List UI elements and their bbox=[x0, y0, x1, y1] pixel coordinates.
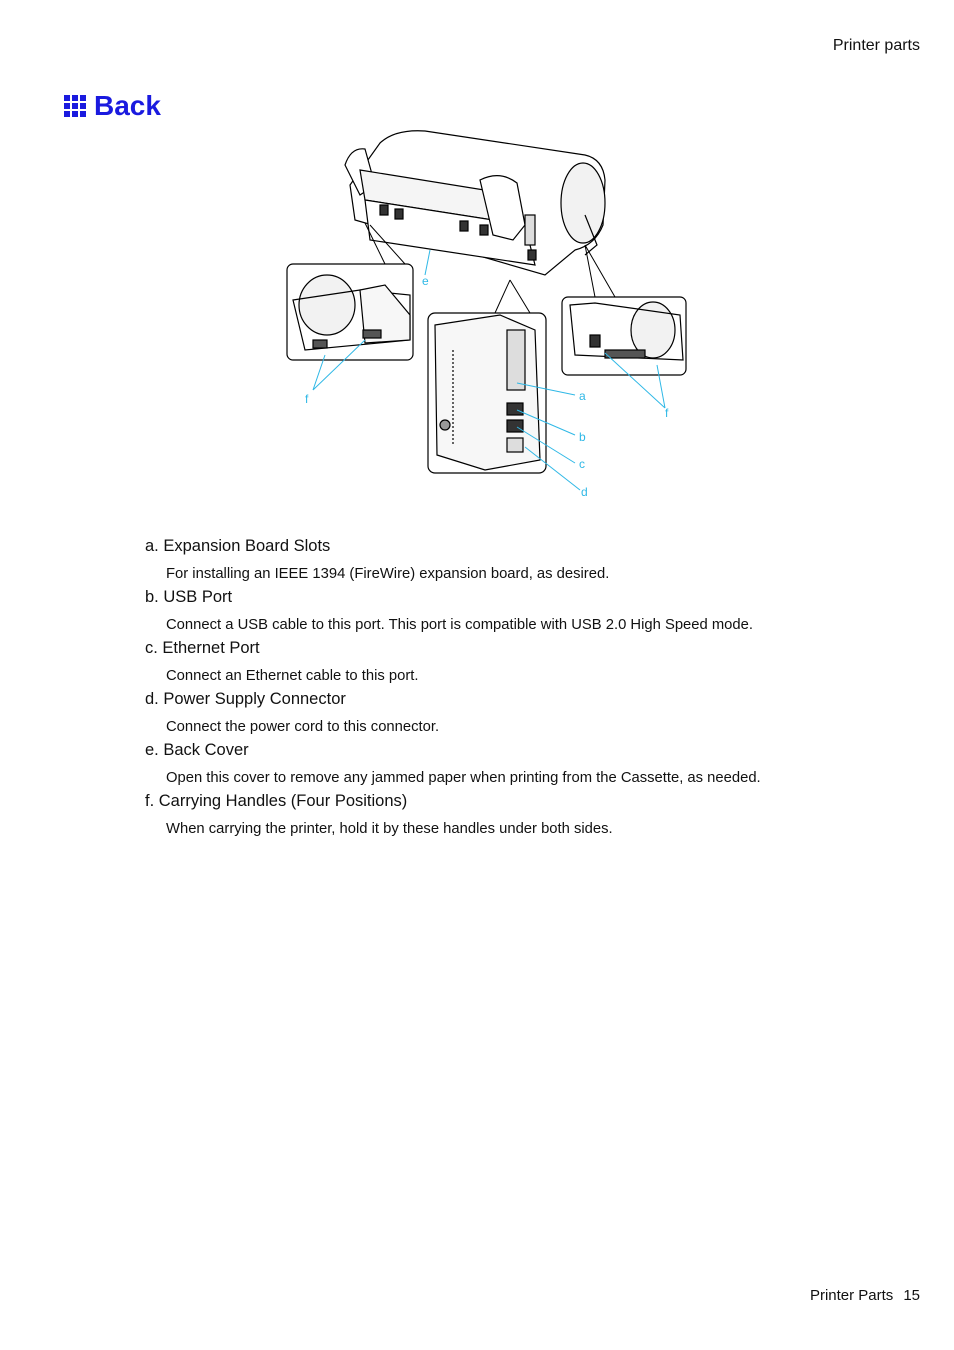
parts-list bbox=[145, 535, 845, 841]
callout-f-right: f bbox=[665, 406, 669, 420]
callout-d: d bbox=[581, 485, 588, 499]
item-title: a. Expansion Board Slots bbox=[145, 537, 331, 555]
section-title: Back bbox=[94, 90, 161, 121]
footer-label: Printer Parts bbox=[809, 1287, 894, 1304]
printer-back-drawing bbox=[285, 125, 690, 520]
item-description: Connect an Ethernet cable to this port. bbox=[166, 668, 419, 684]
running-header: Printer parts bbox=[832, 37, 920, 54]
left-handle-inset bbox=[287, 264, 413, 360]
right-handle-inset bbox=[562, 297, 686, 375]
callout-b: b bbox=[579, 430, 586, 444]
callout-e: e bbox=[422, 274, 429, 288]
list-item bbox=[145, 535, 845, 586]
list-item bbox=[145, 688, 845, 739]
item-title: b. USB Port bbox=[145, 588, 233, 606]
page-number: 15 bbox=[903, 1287, 920, 1304]
list-item bbox=[145, 739, 845, 790]
item-title: f. Carrying Handles (Four Positions) bbox=[145, 792, 408, 810]
list-item bbox=[145, 790, 845, 841]
item-description: For installing an IEEE 1394 (FireWire) expansion board, as desired. bbox=[166, 566, 610, 582]
item-title: c. Ethernet Port bbox=[145, 639, 260, 657]
list-item bbox=[145, 637, 845, 688]
callout-c: c bbox=[579, 457, 585, 471]
item-description: Connect a USB cable to this port. This port is compatible with USB 2.0 High Speed mode. bbox=[166, 617, 753, 633]
page-footer bbox=[810, 1287, 920, 1304]
printer-back-illustration bbox=[285, 125, 690, 520]
section-heading bbox=[64, 88, 161, 124]
item-title: e. Back Cover bbox=[145, 741, 249, 759]
item-title: d. Power Supply Connector bbox=[145, 690, 346, 708]
printer-body bbox=[345, 131, 605, 275]
list-item bbox=[145, 586, 845, 637]
item-description: Connect the power cord to this connector. bbox=[166, 719, 440, 735]
callout-f-left: f bbox=[305, 392, 309, 406]
item-description: When carrying the printer, hold it by these handles under both sides. bbox=[166, 821, 613, 837]
item-description: Open this cover to remove any jammed paper when printing from the Cassette, as needed. bbox=[166, 770, 761, 786]
grid-icon bbox=[64, 95, 88, 119]
callout-a: a bbox=[579, 389, 586, 403]
